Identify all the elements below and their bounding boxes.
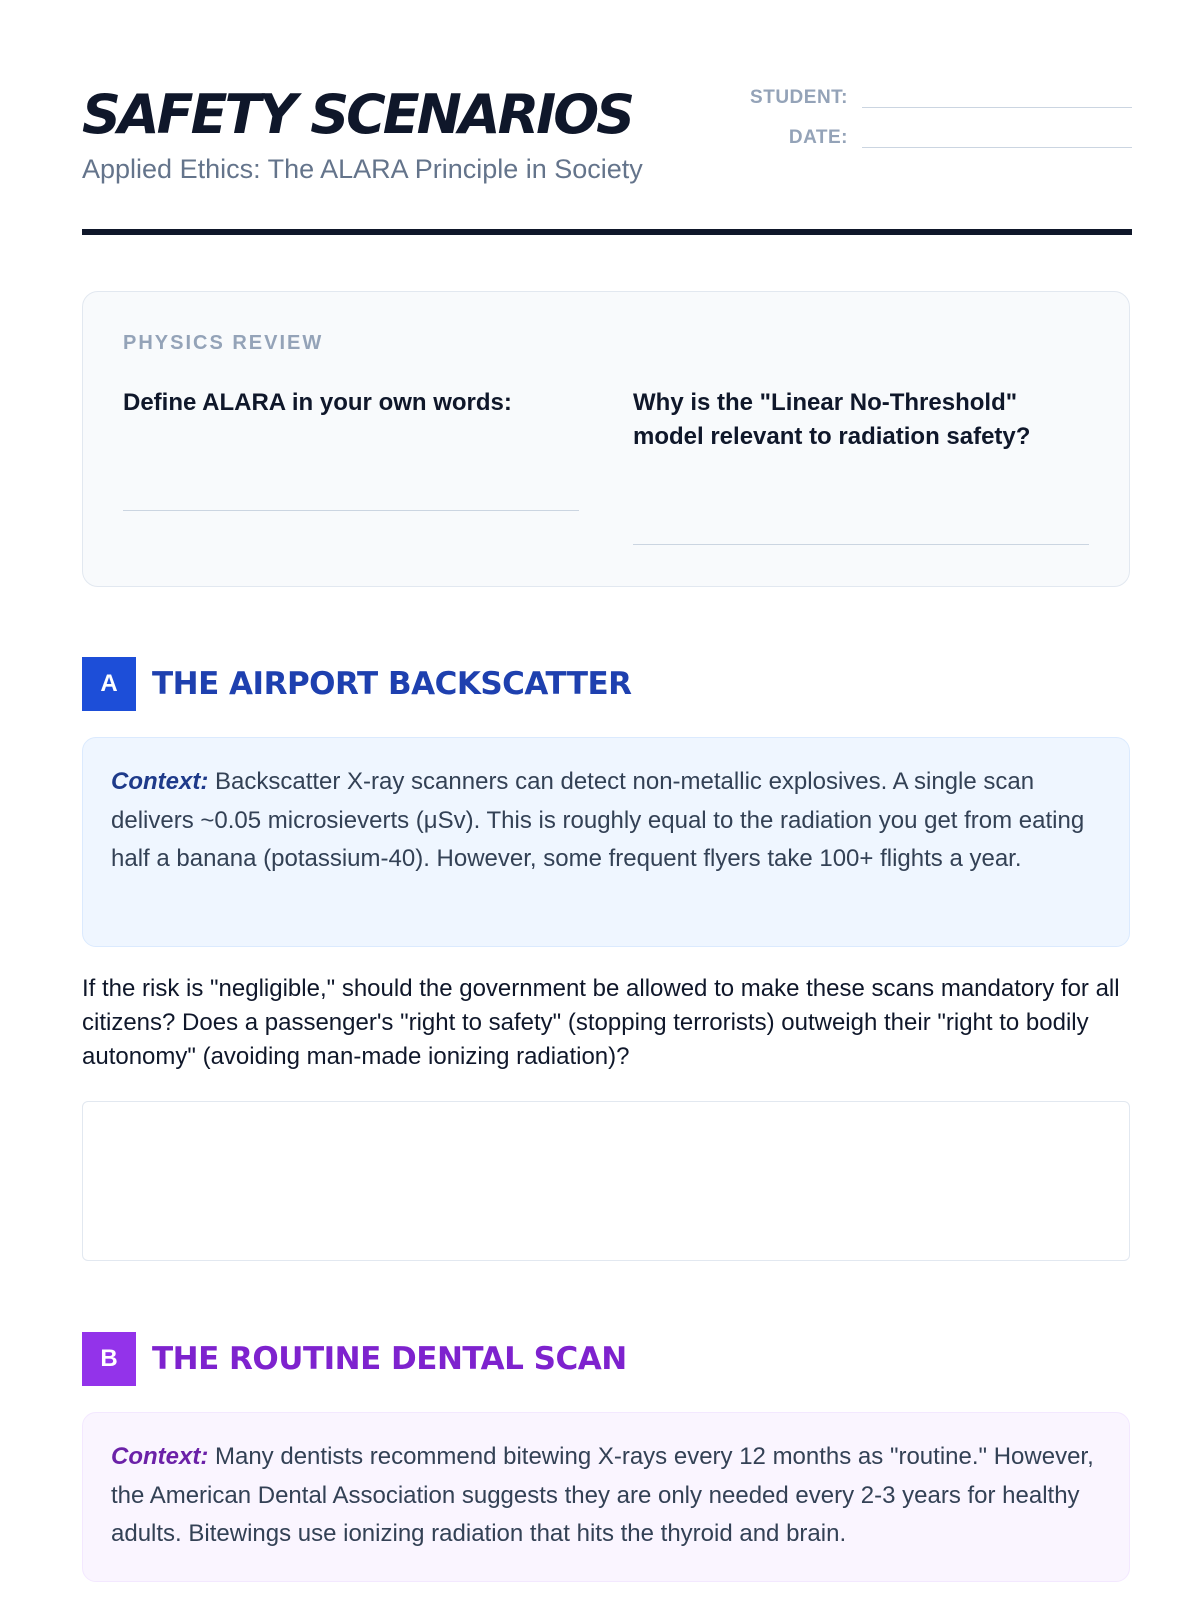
date-field — [738, 120, 1132, 150]
physics-review-panel — [82, 291, 1130, 587]
scenario-a-question: If the risk is "negligible," should the government be allowed to make these scans mandatory for all citizens? Does a passenger's "right to safety" (stopping terrorists) outweigh their "right to bodily autonomy" (avoiding man-made ionizing radiation)? — [82, 975, 1120, 1070]
scenario-b-heading — [82, 1332, 627, 1386]
scenario-a-context-text: Backscatter X-ray scanners can detect non-metallic explosives. A single scan delivers ~0.05 microsieverts (μSv). This is roughly equal to the radiation you get from eating half a banana (potassium-40). However, some frequent flyers take 100+ flights a year. — [111, 768, 1085, 872]
page-title: SAFETY SCENARIOS — [82, 83, 633, 146]
alara-definition-question: Define ALARA in your own words: — [123, 389, 512, 416]
lnt-model-question: Why is the "Linear No-Threshold" model relevant to radiation safety? — [633, 389, 1031, 450]
scenario-b-context-box — [82, 1412, 1130, 1582]
scenario-a-context-box — [82, 737, 1130, 947]
date-input-line[interactable] — [862, 147, 1132, 148]
alara-definition-answer-line[interactable] — [123, 510, 579, 511]
header-divider — [82, 229, 1132, 235]
worksheet-page — [82, 0, 1132, 1547]
date-label: DATE: — [788, 127, 848, 148]
scenario-a-context-label: Context: — [111, 768, 209, 795]
scenario-b-badge: B — [82, 1332, 136, 1386]
scenario-b-context-text: Many dentists recommend bitewing X-rays every 12 months as "routine." However, the American Dental Association suggests they are only needed every 2-3 years for healthy adults. Bitewings use ionizing radiation that hits the thyroid and brain. — [111, 1443, 1094, 1547]
scenario-a-heading — [82, 657, 632, 711]
scenario-a-answer-box[interactable] — [82, 1101, 1130, 1261]
scenario-b-context-label: Context: — [111, 1443, 209, 1470]
lnt-model-answer-line[interactable] — [633, 544, 1089, 545]
student-input-line[interactable] — [862, 107, 1132, 108]
scenario-a-title: THE AIRPORT BACKSCATTER — [152, 666, 632, 702]
page-subtitle: Applied Ethics: The ALARA Principle in Society — [82, 154, 643, 184]
scenario-a-badge: A — [82, 657, 136, 711]
student-label: STUDENT: — [750, 87, 848, 108]
student-field — [738, 80, 1132, 110]
physics-review-heading: PHYSICS REVIEW — [123, 332, 324, 354]
scenario-b-title: THE ROUTINE DENTAL SCAN — [152, 1341, 627, 1377]
worksheet-header — [82, 0, 1132, 236]
